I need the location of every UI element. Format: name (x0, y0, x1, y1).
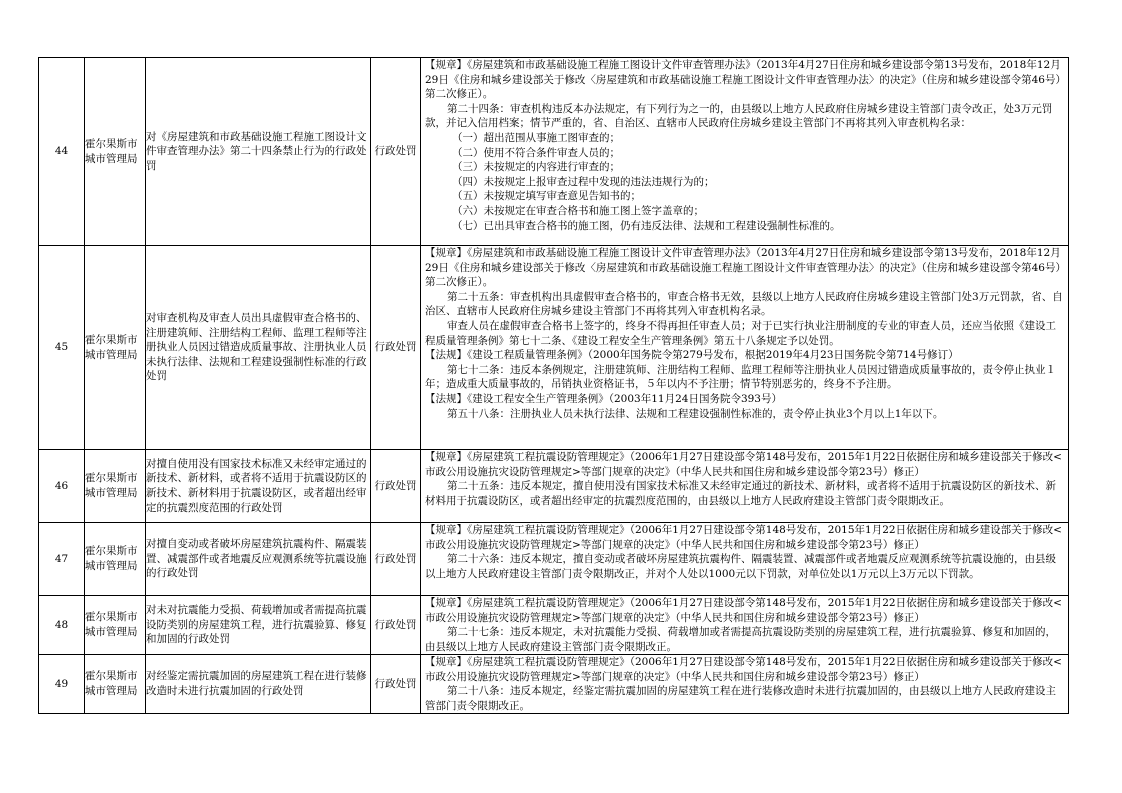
item-name-cell: 对擅自变动或者破坏房屋建筑抗震构件、隔震装置、减震部件或者地震反应观测系统等抗震设施的行政处罚 (146, 523, 371, 596)
basis-list-item: （三）未按规定的内容进行审查的； (452, 161, 620, 174)
department-cell: 霍尔果斯市城市管理局 (85, 246, 146, 450)
row-number: 44 (39, 58, 85, 246)
power-list-table (38, 57, 1069, 714)
power-type-cell: 行政处罚 (371, 450, 421, 523)
basis-list-item: （七）已出具审查合格书的施工图，仍有违反法律、法规和工程建设强制性标准的。 (452, 219, 841, 232)
basis-list-item: （四）未按规定上报审查过程中发现的违法违规行为的； (452, 175, 715, 188)
legal-basis-cell (421, 655, 1069, 714)
basis-paragraph: 第二十五条：审查机构出具虚假审查合格书的，审查合格书无效，县级以上地方人民政府住房城乡建设主管部门处3万元罚款，省、自治区、直辖市人民政府住房城乡建设主管部门不再将其列入审查机构名录。 (425, 290, 1063, 318)
basis-paragraph: 第五十八条：注册执业人员未执行法律、法规和工程建设强制性标准的，责令停止执业3个月以上1年以下。 (447, 407, 944, 420)
legal-basis-cell (421, 596, 1069, 655)
department-cell: 霍尔果斯市城市管理局 (85, 596, 146, 655)
row-number: 45 (39, 246, 85, 450)
row-number: 47 (39, 523, 85, 596)
power-type-cell: 行政处罚 (371, 596, 421, 655)
power-type-cell: 行政处罚 (371, 58, 421, 246)
table-row (39, 596, 1069, 655)
basis-list-item: （六）未按规定在审查合格书和施工图上签字盖章的； (452, 204, 704, 217)
basis-paragraph: 【规章】《房屋建筑工程抗震设防管理规定》（2006年1月27日建设部令第148号发布，2015年1月22日依据住房和城乡建设部关于修改<市政公用设施抗灾设防管理规定>等部门规章的决定》（中华人民共和国住房和城乡建设部令第23号）修正） (425, 656, 1062, 683)
item-name-cell: 对未对抗震能力受损、荷载增加或者需提高抗震设防类别的房屋建筑工程，进行抗震验算、修复和加固的行政处罚 (146, 596, 371, 655)
basis-paragraph: 【规章】《房屋建筑工程抗震设防管理规定》（2006年1月27日建设部令第148号发布，2015年1月22日依据住房和城乡建设部关于修改<市政公用设施抗灾设防管理规定>等部门规章的决定》（中华人民共和国住房和城乡建设部令第23号）修正） (425, 451, 1062, 478)
item-name-cell: 对擅自使用没有国家技术标准又未经审定通过的新技术、新材料，或者将不适用于抗震设防区的新技术、新材料用于抗震设防区，或者超出经审定的抗震烈度范围的行政处罚 (146, 450, 371, 523)
table-row (39, 58, 1069, 246)
basis-paragraph: 【规章】《房屋建筑和市政基础设施工程施工图设计文件审查管理办法》（2013年4月27日住房和城乡建设部令第13号发布，2018年12月29日《住房和城乡建设部关于修改〈房屋建筑和市政基础设施工程施工图设计文件审查管理办法〉的决定》（住房和城乡建设部令第46号）第二次修正）。 (425, 247, 1061, 289)
power-type-cell: 行政处罚 (371, 246, 421, 450)
basis-paragraph: 审查人员在虚假审查合格书上签字的，终身不得再担任审查人员；对于已实行执业注册制度的专业的审查人员，还应当依照《建设工程质量管理条例》第七十二条、《建设工程安全生产管理条例》第五十八条规定予以处罚。 (425, 319, 1057, 347)
department-cell: 霍尔果斯市城市管理局 (85, 523, 146, 596)
legal-basis-cell (421, 450, 1069, 523)
basis-paragraph: 第二十五条：违反本规定，擅自使用没有国家技术标准又未经审定通过的新技术、新材料，或者将不适用于抗震设防区的新技术、新材料用于抗震设防区，或者超出经审定的抗震烈度范围的，由县级以上地方人民政府建设主管部门责令限期改正。 (425, 480, 1057, 507)
table-row (39, 246, 1069, 450)
basis-paragraph: 【法规】《建设工程安全生产管理条例》（2003年11月24日国务院令393号） (425, 392, 782, 405)
table-row (39, 523, 1069, 596)
department-cell: 霍尔果斯市城市管理局 (85, 450, 146, 523)
department-cell: 霍尔果斯市城市管理局 (85, 58, 146, 246)
basis-paragraph: 第七十二条：违反本条例规定，注册建筑师、注册结构工程师、监理工程师等注册执业人员因过错造成质量事故的，责令停止执业１年；造成重大质量事故的，吊销执业资格证书，５年以内不予注册；情节特别恶劣的，终身不予注册。 (425, 363, 1057, 391)
table-row (39, 450, 1069, 523)
power-type-cell: 行政处罚 (371, 655, 421, 714)
row-number: 48 (39, 596, 85, 655)
legal-basis-cell (421, 58, 1069, 246)
legal-basis-cell (421, 246, 1069, 450)
legal-basis-cell (421, 523, 1069, 596)
basis-list-item: （五）未按规定填写审查意见告知书的； (452, 190, 641, 203)
basis-list-item: （二）使用不符合条件审查人员的； (452, 146, 620, 159)
department-cell: 霍尔果斯市城市管理局 (85, 655, 146, 714)
basis-paragraph: 【规章】《房屋建筑工程抗震设防管理规定》（2006年1月27日建设部令第148号发布，2015年1月22日依据住房和城乡建设部关于修改<市政公用设施抗灾设防管理规定>等部门规章的决定》（中华人民共和国住房和城乡建设部令第23号）修正） (425, 524, 1062, 551)
basis-list-item: （一）超出范围从事施工图审查的； (452, 131, 620, 144)
item-name-cell: 对审查机构及审查人员出具虚假审查合格书的、注册建筑师、注册结构工程师、监理工程师等注册执业人员因过错造成质量事故、注册执业人员未执行法律、法规和工程建设强制性标准的行政处罚 (146, 246, 371, 450)
table-row (39, 655, 1069, 714)
basis-paragraph: 第二十六条：违反本规定，擅自变动或者破坏房屋建筑抗震构件、隔震装置、减震部件或者地震反应观测系统等抗震设施的，由县级以上地方人民政府建设主管部门责令限期改正，并对个人处以1000元以下罚款，对单位处以1万元以上3万元以下罚款。 (425, 553, 1057, 580)
item-name-cell: 对经鉴定需抗震加固的房屋建筑工程在进行装修改造时未进行抗震加固的行政处罚 (146, 655, 371, 714)
basis-paragraph: 【规章】《房屋建筑工程抗震设防管理规定》（2006年1月27日建设部令第148号发布，2015年1月22日依据住房和城乡建设部关于修改<市政公用设施抗灾设防管理规定>等部门规章的决定》（中华人民共和国住房和城乡建设部令第23号）修正） (425, 597, 1062, 624)
basis-paragraph: 第二十八条：违反本规定，经鉴定需抗震加固的房屋建筑工程在进行装修改造时未进行抗震加固的，由县级以上地方人民政府建设主管部门责令限期改正。 (425, 685, 1057, 712)
item-name-cell: 对《房屋建筑和市政基础设施工程施工图设计文件审查管理办法》第二十四条禁止行为的行政处罚 (146, 58, 371, 246)
row-number: 46 (39, 450, 85, 523)
basis-paragraph: 第二十七条：违反本规定，未对抗震能力受损、荷载增加或者需提高抗震设防类别的房屋建筑工程，进行抗震验算、修复和加固的，由县级以上地方人民政府建设主管部门责令限期改正。 (425, 626, 1057, 653)
basis-paragraph: 【法规】《建设工程质量管理条例》（2000年国务院令第279号发布，根据2019年4月23日国务院令第714号修订） (425, 349, 959, 362)
basis-paragraph: 【规章】《房屋建筑和市政基础设施工程施工图设计文件审查管理办法》（2013年4月27日住房和城乡建设部令第13号发布，2018年12月29日《住房和城乡建设部关于修改〈房屋建筑和市政基础设施工程施工图设计文件审查管理办法〉的决定》（住房和城乡建设部令第46号）第二次修正）。 (425, 59, 1061, 101)
row-number: 49 (39, 655, 85, 714)
power-type-cell: 行政处罚 (371, 523, 421, 596)
basis-paragraph: 第二十四条：审查机构违反本办法规定，有下列行为之一的，由县级以上地方人民政府住房城乡建设主管部门责令改正，处3万元罚款，并记入信用档案；情节严重的，省、自治区、直辖市人民政府住房城乡建设主管部门不再将其列入审查机构名录： (425, 102, 1053, 130)
